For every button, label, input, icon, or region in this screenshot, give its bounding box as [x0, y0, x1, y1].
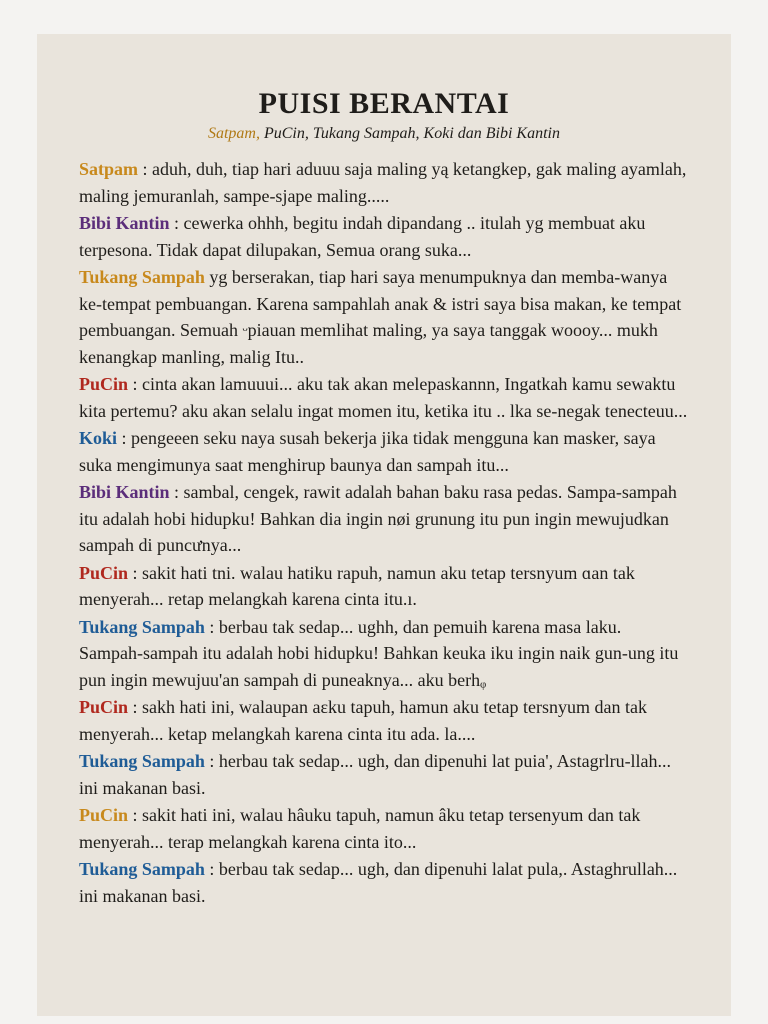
stanza: [79, 371, 689, 424]
stanza: [79, 425, 689, 478]
stanza-text: : sakh hati ini, walaupan aɛku tapuh, hamun aku tetap tersnyum dan tak menyerah... ketap melangkah karena cinta itu ada. la....: [79, 697, 647, 744]
stanza: [79, 614, 689, 694]
stanza: [79, 748, 689, 801]
speaker-name: PuCin: [79, 805, 129, 825]
speaker-name: Satpam: [79, 159, 139, 179]
speaker-name: Tukang Sampah: [79, 751, 205, 771]
page-subtitle: [79, 124, 689, 144]
stanza-text: : cinta akan lamuuui... aku tak akan melepaskannn, Ingatkah kamu sewaktu kita pertemu? aku akan selalu ingat momen itu, ketika itu .. lka se-negak tenecteuu...: [79, 374, 688, 421]
speaker-name: Bibi Kantin: [79, 213, 170, 233]
speaker-name: PuCin: [79, 697, 129, 717]
stanza: [79, 694, 689, 747]
stanza-text: : sambal, cengek, rawit adalah bahan baku rasa pedas. Sampa-sampah itu adalah hobi hidupku! Bahkan dia ingin nøi grunung itu pun ingin mewujudkan sampah di puncưnya...: [79, 482, 677, 555]
subtitle-accent: Satpam,: [207, 125, 260, 142]
stanza-text: : aduh, duh, tiap hari aduuu saja maling yą ketangkep, gak maling ayamlah, maling jemuranlah, sampe-sjape maling.....: [79, 159, 687, 206]
speaker-name: Tukang Sampah: [79, 267, 205, 287]
speaker-name: PuCin: [79, 562, 129, 583]
stanza-text: : pengeeen seku naya susah bekerja jika tidak mengguna kan masker, saya suka mengimunya saat menghirup baunya dan sampah itu...: [79, 428, 656, 475]
stanza-text: : sakit hati tni. walau hatiku rapuh, namun aku tetap tersnyum ɑan tak menyerah... retap melangkah karena cinta itu.ı.: [79, 562, 635, 609]
poem-page: [37, 34, 731, 1016]
stanza: [79, 802, 689, 855]
speaker-name: Koki: [79, 428, 118, 448]
speaker-name: PuCin: [79, 374, 129, 394]
stanza: [79, 479, 689, 559]
stanza-text: : cewerka ohhh, begitu indah dipandang .. itulah yg membuat aku terpesona. Tidak dapat dilupakan, Semua orang suka...: [79, 213, 646, 260]
page-title: PUISI BERANTAI: [258, 87, 510, 120]
stanza: [79, 560, 689, 613]
subtitle-rest: PuCin, Tukang Sampah, Koki dan Bibi Kantin: [259, 125, 560, 142]
stanza-text: : berbau tak sedap... ughh, dan pemuih karena masa laku. Sampah-sampah itu adalah hobi hidupku! Bahkan keuka iku ingin naik gun-ung itu pun ingin mewujuu'an sampah di puneaknya... aku berhᵩ: [79, 616, 679, 690]
speaker-name: Tukang Sampah: [79, 859, 205, 879]
stanza: [79, 210, 689, 263]
stanza: [79, 156, 689, 209]
stanza-text: : sakit hati ini, walau hâuku tapuh, namun âku tetap tersenyum dan tak menyerah... terap melangkah karena cinta ito...: [79, 805, 641, 852]
speaker-name: Tukang Sampah: [79, 616, 205, 637]
stanza: [79, 264, 689, 370]
stanza: [79, 856, 689, 909]
stanza-text: : herbau tak sedap... ugh, dan dipenuhi lat puia', Astagrlru-llah... ini makanan basi.: [79, 751, 672, 798]
stanza-text: yg berserakan, tiap hari saya menumpuknya dan memba-wanya ke-tempat pembuangan. Karena sampahlah anak & istri saya bisa makan, ke tempat pembuangan. Semuah ᵕpiauan memlihat maling, ya saya tanggak woooy... mukh kenangkap manling, malig Itu..: [79, 267, 682, 367]
speaker-name: Bibi Kantin: [79, 482, 170, 502]
stanza-text: : berbau tak sedap... ugh, dan dipenuhi lalat pula,. Astaghrullah... ini makanan basi.: [79, 859, 678, 906]
